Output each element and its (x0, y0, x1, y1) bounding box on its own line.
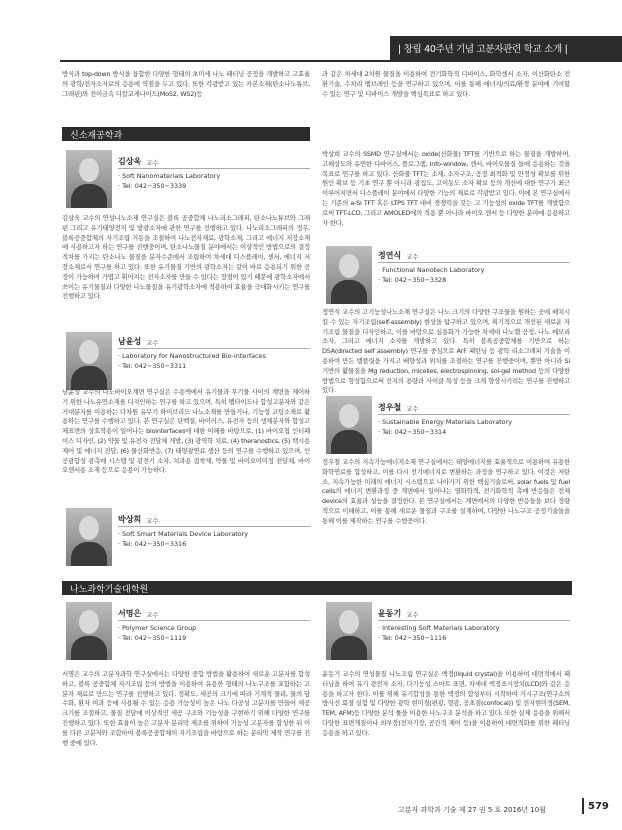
lab-name: · Functional Nanotech Laboratory (378, 266, 485, 274)
profile-name: 박상희 (118, 515, 142, 524)
profile-name: 남윤성 (118, 337, 142, 346)
lab-name: · Sustainable Energy Materials Laboratory (378, 418, 512, 426)
profile-photo (66, 508, 112, 566)
lab-name: · Interesting Soft Materials Laboratory (378, 624, 500, 632)
profile-title: 교수 (146, 339, 159, 347)
profile-photo (326, 246, 372, 304)
lab-tel: · Tel: 042−350−3328 (378, 276, 447, 284)
profile-title: 교수 (146, 517, 159, 525)
journal-footer: 고분자 과학과 기술 제 27 권 5 호 2016년 10월 (398, 806, 547, 814)
profile-text: 정우철 교수의 지속가능에너지소재 연구실에서는 태양에너지를 효율적으로 이용하여 유용한 화학연료를 합성하고, 이를 다시 전기에너지로 변환하는 과정을 연구하고 있다. 이것은 저탄소, 지속가능한 미래의 에너지 시스템으로 나아가기 위한 핵심기술로써, solar fuels 및 fuel cells의 에너지 변환과정 중 계면에서 일어나는 열화학적, 전기화학적 촉매 반응들은 전체 device의 효율과 성능을 결정한다. 본 연구실에서는 계면에서의 다양한 반응들을 보다 정량적으로 이해하고, 이를 통해 새로운 물질과 구조를 설계하여, 다양한 나노구조 공정기술들을 통해 이를 제작하는 연구를 수행중이다. (322, 458, 570, 525)
profile-name: 김상욱 (118, 157, 142, 166)
profile-text: 서명은 교수의 고분자과학 연구실에서는 다양한 중합 방법을 활용하여 새로운 고분자를 합성하고, 블록 공중합체 자기조립 등의 방법을 이용하여 유용한 형태의 나노구조를 포함하는 고분자 재료로 만드는 연구를 진행하고 있다. 정확도, 세공의 크기에 따라 기계적 물리, 물의 담수화, 환자 여과 등에 사용될 수 있는 응용 가능성이 높은 나노 다공성 고분자를 만들어 세공 크기를 조절하고, 물질 전달에 이상적인 세공 구조와 기능성을 구현하기 위해 다양한 연구를 진행하고 있다. 또한 효율이 높은 고분자 분리막 제조를 위하여 기능성 고분자를 합성한 뒤 이를 다른 고분자와 조합하여 블록공중합체의 자기조립을 바탕으로 하는 분리막 제작 연구를 진행 중에 있다. (62, 670, 310, 747)
profile-name: 윤동기 (378, 609, 402, 618)
divider (378, 262, 570, 263)
profile-name: 정연식 (378, 251, 402, 260)
divider (378, 620, 570, 621)
profile-title: 교수 (146, 159, 159, 167)
lab-name: · Soft Smart Materials Device Laboratory (118, 530, 249, 538)
profile-photo (66, 150, 112, 208)
lab-tel: · Tel: 042−350−3314 (378, 428, 447, 436)
divider (118, 526, 310, 527)
divider (118, 168, 310, 169)
header-rule (60, 60, 622, 62)
page-number-bar (582, 798, 584, 814)
divider (118, 620, 310, 621)
profile-title: 교수 (406, 611, 419, 619)
header-title: | 창립 40주년 기념 고분자관련 학교 소개 | (398, 44, 568, 55)
lab-tel: · Tel: 042−350−3311 (118, 362, 187, 370)
profile-name: 정우철 (378, 403, 402, 412)
profile-name: 서명은 (118, 609, 142, 618)
divider (118, 348, 310, 349)
profile-text: 윤동기 교수의 연성물질 나노조립 연구실은 액정(liquid crystal)을 이용하여 대면적에서 패터닝을 하여 유기 광전자 소자, 다기능성 스마트 표면, 차세대 액정표시장치(LCD)와 같은 응용을 하고자 한다. 이를 위해 유기합성을 통한 액정의 합성부터 시작하여 거시구조(연구소의 방사선 회절 실험 및 다양한 광학 현미경(편광, 형광, 공초점(confocal)) 및 전자현미경(SEM, TEM, AFM)등 다양한 분석 툴을 이용한 나노구조 분석을 하고 있다. 또한 실제 응용을 위해서 다양한 표면개질이나 외부장(전자기장, 공간적 제어 등)을 이용하여 대면적화를 위한 패터닝 응용을 하고 있다. (322, 670, 570, 737)
section-title: 신소재공학과 (70, 131, 123, 141)
section-title: 나노과학기술대학원 (70, 585, 149, 595)
lab-tel: · Tel: 042−350−3316 (118, 540, 187, 548)
profile-photo (66, 602, 112, 660)
profile-text: 남윤성 교수의 나노바이오계면 연구실은 수용액에서 유기물과 무기물 사이의 계면을 제어하기 위한 나노유연소재를 디자인하는 연구를 하고 있으며, 특히 펩타이드나 합성고분자와 같은 거대분자를 이용하는 다차원 유무기 하이브리드 나노소재를 만들거나, 기능성 코팅소재로 활용하는 연구를 수행하고 있다. 본 연구실은 단백질, 바이러스, 유전자 등의 생체분자와 합성고체표면의 상호작용이 일어나는 biointerfaces에 대한 이해를 바탕으로, (1) 바이오칩 인터페이스 디자인, (2) 약물 및 유전자 전달체 개발, (3) 광역학 치료, (4) theranostics, (5) 백시용 제어 및 에너지 전달, (6) 물산화반응, (7) 태양광연료 생산 등의 연구를 수행하고 있으며, 인공광합성 광촉매 시스템 및 광전기 소자, 치과용 접착제, 약물 및 바이오이미징 전달체, 바이오센서용 소재 등으로 응용이 가능하다. (62, 388, 310, 475)
lab-tel: · Tel: 042−350−3339 (118, 182, 187, 190)
intro-left: 방식과 top-down 방식을 융합한 다양한 형태의 초미세 나노 패터닝 공정을 개발하고 고효율의 광학/전자소자로의 응용에 역점을 두고 있다. 또한 각광받고 있는 카본소재(탄소나노튜브, 그래핀)와 전이금속 디칼코게나이드(MoS2, WS2)등 (62, 70, 310, 98)
profile-title: 교수 (406, 405, 419, 413)
profile-text: 박상희 교수의 SSMD 연구실에서는 oxide(산화물) TFT를 기반으로 하는 물질을 개발하며, 고해상도와 유연한 디바이스, 플로그램, info-window, 센서, 바이오물질 들에 응용하는 것을 목표로 연구를 하고 있다. 산화물 TFT는 소재, 소자구조, 공정 최적화 및 안정성 확보를 위한 원인 확보 등 기초 연구 뿐 아니라 광집도, 고이동도 소자 확보 등의 개선에 대한 연구가 최근 이루어지면서 디스플레이 분야에서 다양한 기능의 재료로 각광받고 있다. 이에 본 연구실에서는 기존의 a-Si TFT 혹은 LTPS TFT 대비 경쟁력을 갖는 고 기능성의 oxide TFT를 개발함으로써 TFT-LCD, 그리고 AMOLED에의 적용 뿐 아니라 바이오 센서 등 다양한 분야에 응용하고자 한다. (322, 150, 570, 227)
lab-name: · Soft Nanomaterials Laboratory (118, 172, 221, 180)
lab-tel: · Tel: 042−350−1119 (118, 634, 187, 642)
profile-text: 정연식 교수의 고기능성나노소재 연구실은 나노 크기의 다양한 구조물을 원하는 곳에 배치시킬 수 있는 자기조립(self-assembly) 현상을 탐구하고 있으며, 획기적으로 개선된 새로운 자기조립 물질을 디자인하고, 이를 바탕으로 실용화가 가능한 차세대 나노랩 공정, 나노 메모리 소자, 그리고 에너지 소자를 개발하고 있다. 특히 블록공중합체를 기반으로 하는 DSA(directed self assembly) 연구를 중심으로 ArF 패턴닝 등 광학 리소그래피 기술을 이용하여 만든 템플릿을 가지고 배향성과 위치를 조절하는 연구를 진행중이며, 뿐만 아니라 Si 기반의 활물질을 Mg reduction, micelles, electrospinning, sol-gel method 등의 다양한 방법으로 형성함으로써 전지의 용량과 사이클 특성 등을 크게 향상시키려는 연구를 진행하고 있다. (322, 308, 570, 395)
profile-photo (326, 396, 372, 454)
page-number: 579 (588, 801, 609, 812)
profile-text: 김상욱 교수의 연성나노소재 연구실은 블록 공중합체 나노리소그래피, 탄소나노튜브와 그래핀 그리고 유기태양전지 및 발광소자에 관한 연구를 진행하고 있다. 나노리소그래피의 경우, 블록공중합체의 자기조립 거동을 조절하여 나노전자재료, 광학소재, 그리고 에너지 저장소재에 사용하고자 하는 연구를 진행중이며, 탄소나노물질 분야에서는 이상적인 방법으로의 결정적차를 가지는 탄소나노 물질을 분자수준에서 조립하여 차세대 디스플레이, 센서, 에너지 저장소재로서 연구를 하고 있다. 또한 유기물질 기반의 광학소자는 같이 바로 응용되기 위한 공정이 가능하며 가볍고 휘어지는 전자소자를 만들 수 있다는 장점이 있기 때문에 광학소자에서 쓰이는 유기물질과 다양한 나노물질을 유기광학소자에 적용하여 효율을 극대화시키는 연구를 진행하고 있다. (62, 214, 310, 301)
profile-title: 교수 (146, 611, 159, 619)
lab-tel: · Tel: 042−350−1116 (378, 634, 447, 642)
divider (378, 414, 570, 415)
profile-photo (326, 602, 372, 660)
lab-name: · Laboratory for Nanostructured Bio-interfaces (118, 352, 266, 360)
profile-title: 교수 (406, 253, 419, 261)
intro-right: 과 같은 차세대 2차원 물질을 이용하여 전기화학적 디바이스, 화학센서 소자, 이산화탄소 전환기술, 수처리 멤브레인 등을 연구하고 있으며, 이를 통해 에너지/의료/환경 분야에 기여할 수 있는 연구 및 디바이스 개발을 핵심목표로 하고 있다. (322, 70, 570, 98)
lab-name: · Polymer Science Group (118, 624, 197, 632)
profile-photo (66, 332, 112, 390)
